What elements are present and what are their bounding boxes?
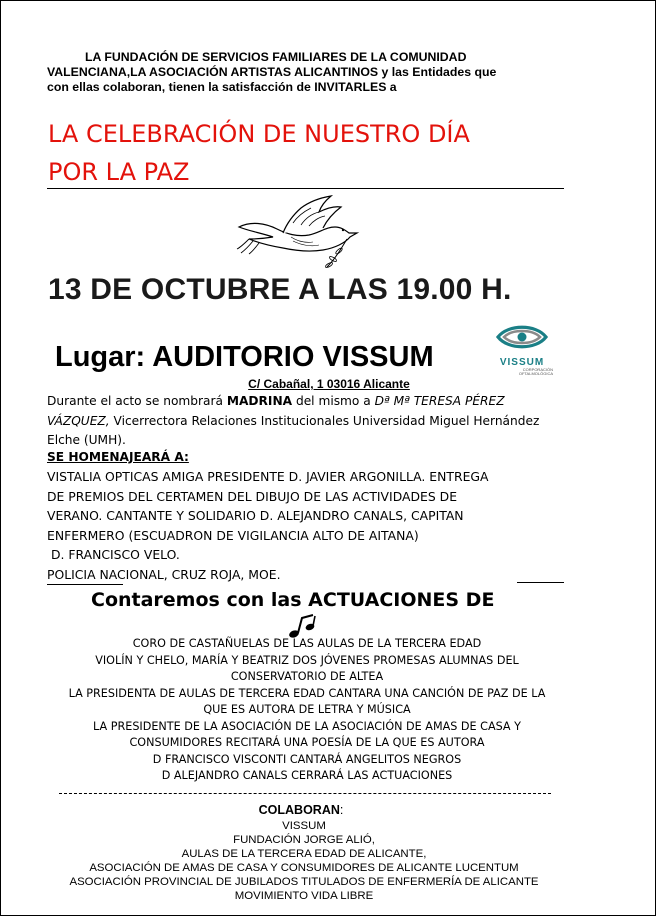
madrina-paragraph xyxy=(47,392,567,451)
celebration-title-line-1: LA CELEBRACIÓN DE NUESTRO DÍA xyxy=(48,120,470,148)
celebration-title xyxy=(48,115,568,191)
collaborators-list xyxy=(1,819,607,903)
madrina-post: Vicerrectora Relaciones Institucionales Universidad Miguel Hernández Elche (UMH). xyxy=(47,413,540,447)
tribute-line: VISTALIA OPTICAS AMIGA PRESIDENTE D. JAVIER ARGONILLA. ENTREGA xyxy=(47,469,489,484)
madrina-name: Dª Mª TERESA PÉREZ VÁZQUEZ, xyxy=(47,394,505,428)
performance-line: CONSUMIDORES RECITARÁ UNA POESÍA DE LA QUE ES AUTORA xyxy=(129,736,485,749)
collaborators-heading-colon: : xyxy=(339,803,344,817)
intro-line-2: VALENCIANA,LA ASOCIACIÓN ARTISTAS ALICANTINOS y las Entidades que xyxy=(47,65,497,79)
section-divider-left xyxy=(47,584,123,585)
logo-subtitle-2: OFTALMOLÓGICA xyxy=(518,371,553,376)
collaborator-line: ASOCIACIÓN PROVINCIAL DE JUBILADOS TITULADOS DE ENFERMERÍA DE ALICANTE xyxy=(69,876,539,888)
tribute-line: POLICIA NACIONAL, CRUZ ROJA, MOE. xyxy=(47,566,281,582)
performance-line: CONSERVATORIO DE ALTEA xyxy=(230,670,384,683)
collaborator-line: FUNDACIÓN JORGE ALIÓ, xyxy=(233,834,375,846)
performance-line: VIOLÍN Y CHELO, MARÍA Y BEATRIZ DOS JÓVENES PROMESAS ALUMNAS DEL xyxy=(95,653,519,667)
performance-line: QUE ES AUTORA DE LETRA Y MÚSICA xyxy=(203,703,411,716)
performances-list xyxy=(47,636,567,785)
performance-line: LA PRESIDENTE DE LA ASOCIACIÓN DE LA ASOCIACIÓN DE AMAS DE CASA Y xyxy=(93,719,521,733)
dove-icon xyxy=(231,193,371,273)
tribute-heading: SE HOMENAJEARÁ A: xyxy=(47,450,189,464)
venue-address: C/ Cabañal, 1 03016 Alicante xyxy=(248,377,410,391)
collaborator-line: AULAS DE LA TERCERA EDAD DE ALICANTE, xyxy=(181,848,427,860)
intro-paragraph xyxy=(47,50,567,95)
logo-subtitle-1: CORPORACIÓN xyxy=(522,367,553,372)
performance-line: LA PRESIDENTA DE AULAS DE TERCERA EDAD CANTARA UNA CANCIÓN DE PAZ DE LA xyxy=(68,686,546,700)
tribute-line: DE PREMIOS DEL CERTAMEN DEL DIBUJO DE LAS ACTIVIDADES DE xyxy=(47,488,458,504)
collaborator-line: MOVIMIENTO VIDA LIBRE xyxy=(234,890,374,902)
tribute-line: D. FRANCISCO VELO. xyxy=(47,547,180,562)
venue-heading: Lugar: AUDITORIO VISSUM xyxy=(55,341,434,373)
intro-line-3: con ellas colaboran, tienen la satisfacción de INVITARLES a xyxy=(47,80,397,94)
performances-heading: Contaremos con las ACTUACIONES DE xyxy=(91,589,495,611)
tribute-list xyxy=(47,467,567,584)
event-date-time: 13 DE OCTUBRE A LAS 19.00 H. xyxy=(48,273,512,306)
eye-icon xyxy=(491,321,553,353)
performance-line: D ALEJANDRO CANALS CERRARÁ LAS ACTUACIONES xyxy=(161,769,453,782)
collaborators-heading-text: COLABORAN xyxy=(258,803,340,817)
celebration-title-line-2: POR LA PAZ xyxy=(48,158,190,186)
collaborator-line: VISSUM xyxy=(282,820,326,832)
madrina-keyword: MADRINA xyxy=(226,394,293,408)
dashed-divider xyxy=(59,793,551,794)
performance-line: CORO DE CASTAÑUELAS DE LAS AULAS DE LA TERCERA EDAD xyxy=(132,637,482,650)
title-divider xyxy=(47,188,564,189)
tribute-line: ENFERMERO (ESCUADRON DE VIGILANCIA ALTO DE AITANA) xyxy=(47,527,419,543)
madrina-mid: del mismo a xyxy=(292,394,375,408)
venue-address-wrapper xyxy=(1,377,656,391)
section-divider-right xyxy=(517,582,564,583)
performance-line: D FRANCISCO VISCONTI CANTARÁ ANGELITOS NEGROS xyxy=(152,752,462,766)
vissum-eye-logo xyxy=(491,321,553,376)
collaborators-heading xyxy=(1,803,601,817)
intro-line-1: LA FUNDACIÓN DE SERVICIOS FAMILIARES DE LA COMUNIDAD xyxy=(85,50,467,64)
tribute-line: VERANO. CANTANTE Y SOLIDARIO D. ALEJANDRO CANALS, CAPITAN xyxy=(47,508,464,523)
madrina-pre: Durante el acto se nombrará xyxy=(47,394,227,408)
collaborator-line: ASOCIACIÓN DE AMAS DE CASA Y CONSUMIDORES DE ALICANTE LUCENTUM xyxy=(89,862,519,874)
logo-name: VISSUM xyxy=(499,357,545,368)
